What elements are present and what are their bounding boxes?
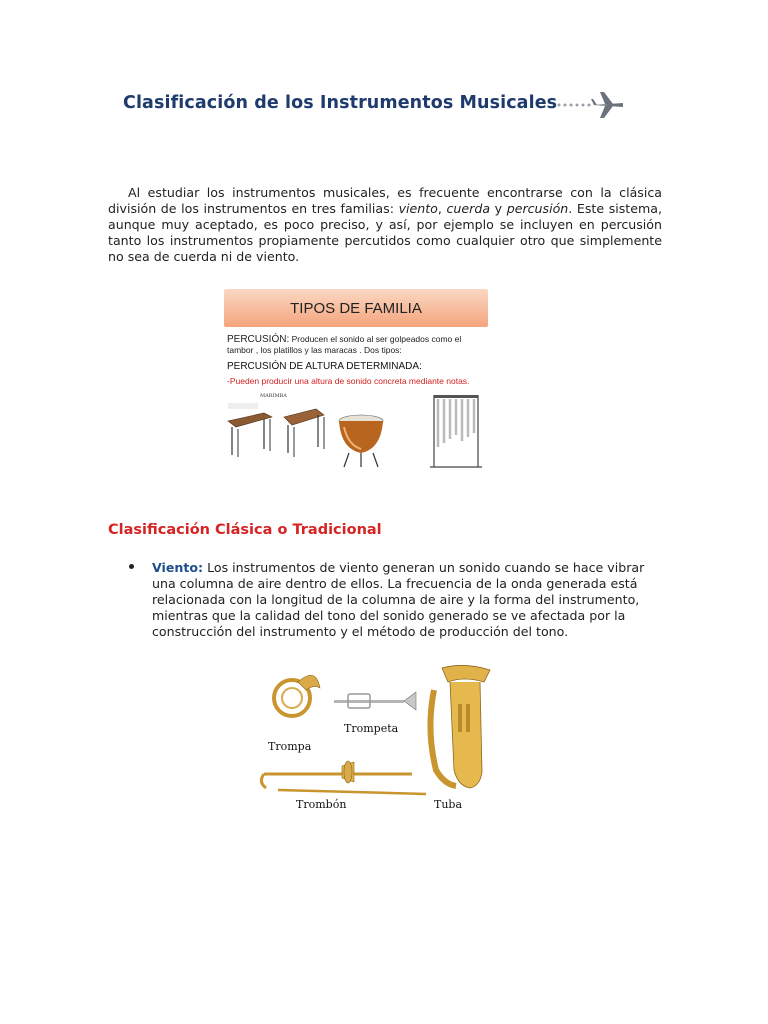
wind-instruments-figure <box>258 660 494 816</box>
percussion-label: PERCUSIÓN: <box>227 334 290 345</box>
bullet-body: Los instrumentos de viento generan un sonido cuando se hace vibrar una columna de aire dentro de ellos. La frecuencia de la onda generada está relacionada con la longitud de la columna de aire y la forma del instrumento, mientras que la calidad del tono del sonido generado se ve afectada por la construcción del instrumento y el método de producción del tono. <box>152 560 645 639</box>
trombone-icon <box>261 761 426 794</box>
percussion-illustration <box>224 387 488 504</box>
percussion-description <box>227 334 485 356</box>
intro-text-b: . Este sistema, aunque muy aceptado, es poco preciso, y así, por ejemplo se incluyen en percusión tanto los instrumentos propiamente percutidos como cualquier otro que simplemente no sea de cuerda ni de viento. <box>108 201 662 264</box>
subtype-description: -Pueden producir una altura de sonido concreta mediante notas. <box>227 376 470 386</box>
caption-tuba: Tuba <box>434 798 463 811</box>
subtype-title: PERCUSIÓN DE ALTURA DETERMINADA: <box>227 361 422 372</box>
intro-term-cuerda: cuerda <box>446 201 491 216</box>
caption-trompa: Trompa <box>268 740 312 753</box>
family-banner: TIPOS DE FAMILIA <box>224 289 488 327</box>
intro-text-a: Al estudiar los instrumentos musicales, es frecuente encontrarse con la clásica división de los instrumentos en tres familias: <box>108 185 662 216</box>
intro-sep-1: , <box>437 201 447 216</box>
bullet-term: Viento: <box>152 560 204 575</box>
french-horn-icon <box>274 675 320 716</box>
family-types-figure <box>224 287 488 504</box>
tuba-icon <box>430 665 490 788</box>
percussion-desc: Producen el sonido al ser golpeados como el tambor , los platillos y las maracas . Dos tipos: <box>227 334 462 355</box>
page-title: Clasificación de los Instrumentos Musicales <box>123 93 558 113</box>
trumpet-icon <box>334 692 416 710</box>
intro-term-viento: viento <box>398 201 438 216</box>
intro-term-percusion: percusión <box>506 201 569 216</box>
marimba-icon <box>228 393 324 457</box>
tubular-bells-icon <box>430 395 482 467</box>
intro-sep-2: y <box>490 201 507 216</box>
bullet-marker <box>129 564 134 569</box>
section-heading: Clasificación Clásica o Tradicional <box>108 522 382 538</box>
caption-trompeta: Trompeta <box>344 722 399 735</box>
intro-paragraph <box>108 185 662 265</box>
timpani-icon <box>339 415 383 467</box>
caption-trombon: Trombón <box>296 798 347 811</box>
airplane-decoration-icon <box>553 88 627 122</box>
bullet-viento <box>152 560 652 640</box>
marimba-label: MARIMBA <box>260 393 287 399</box>
